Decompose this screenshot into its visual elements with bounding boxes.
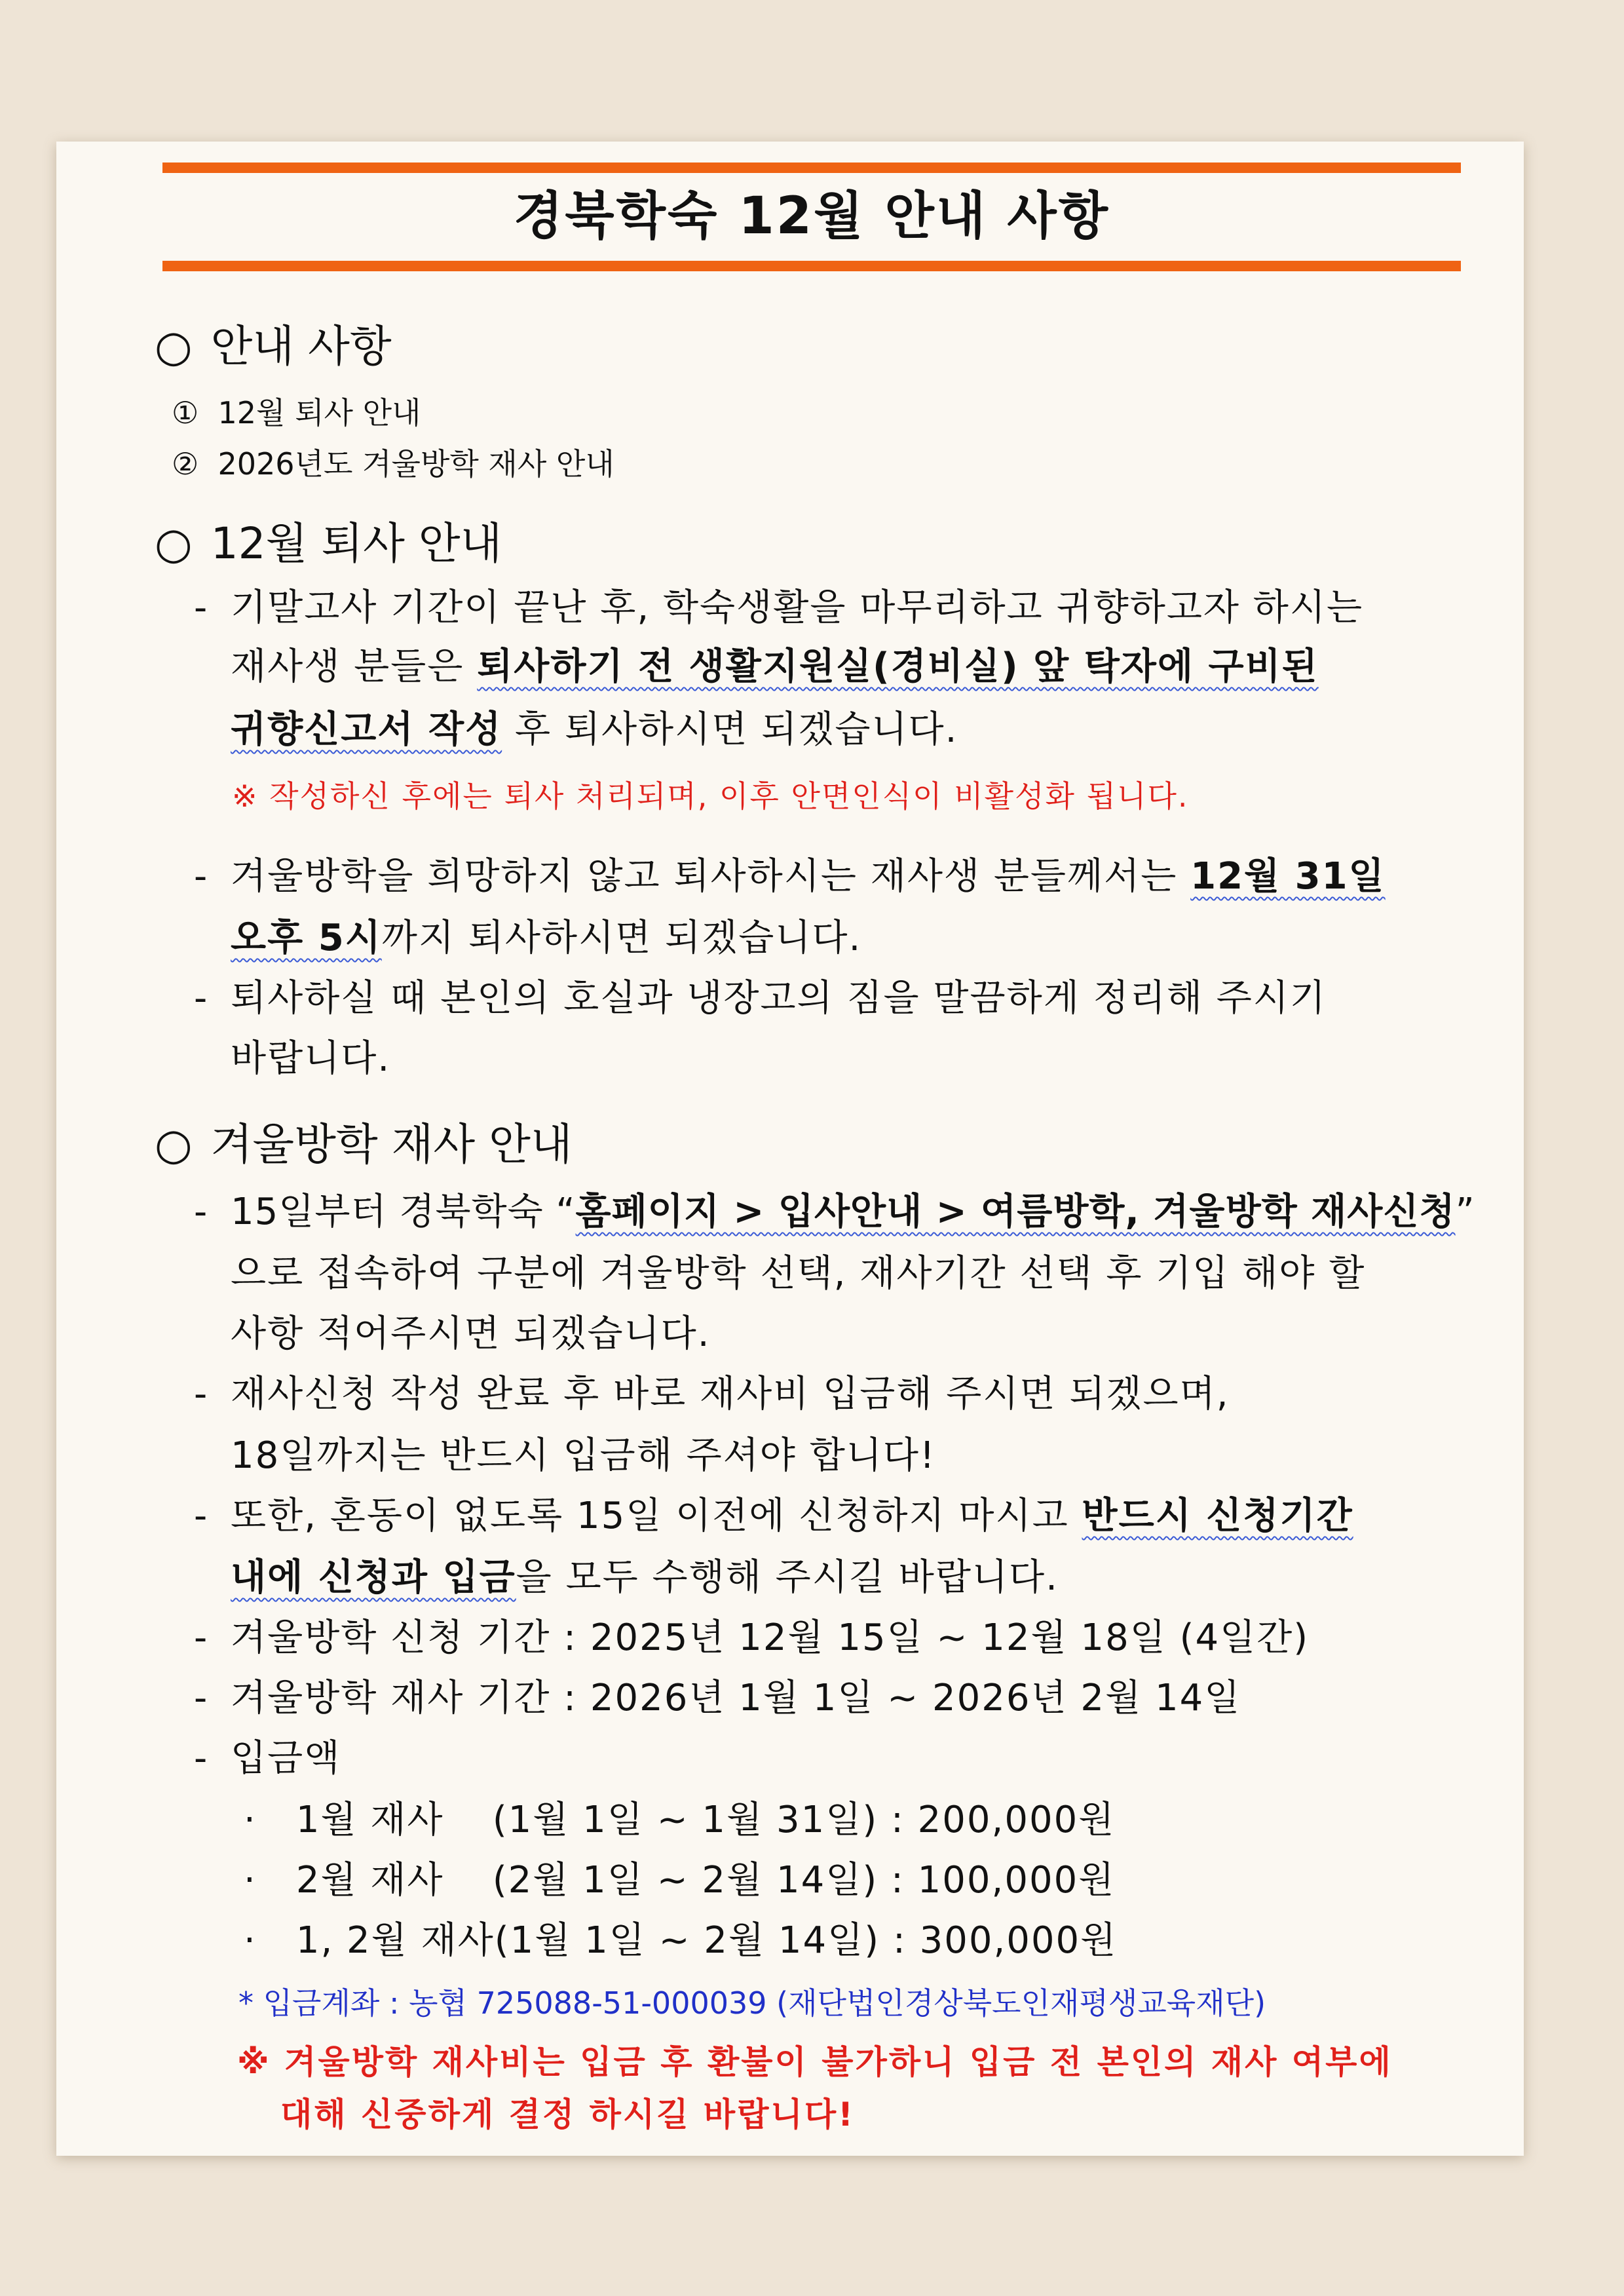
dot-bullet-icon: · <box>244 1919 257 1962</box>
circle-bullet-icon: ○ <box>155 1119 193 1170</box>
checkout-p2-line2: 오후 5시까지 퇴사하시면 되겠습니다. <box>231 917 862 959</box>
toc-item-1: ① 12월 퇴사 안내 <box>172 395 421 430</box>
winter-p3-line2: 내에 신청과 입금을 모두 수행해 주시길 바랍니다. <box>231 1556 1059 1599</box>
homepage-path: 홈페이지 > 입사안내 > 여름방학, 겨울방학 재사신청 <box>575 1191 1456 1233</box>
toc-item-2: ② 2026년도 겨울방학 재사 안내 <box>172 446 614 482</box>
refund-warning-line1: ※ 겨울방학 재사비는 입금 후 환불이 불가하니 입금 전 본인의 재사 여부에 <box>237 2043 1393 2081</box>
checkout-p3-line2: 바랍니다. <box>231 1037 391 1080</box>
apply-period: 겨울방학 신청 기간 : 2025년 12월 15일 ~ 12월 18일 (4일간) <box>231 1617 1310 1659</box>
emphasis-text: 12월 31일 <box>1190 855 1386 898</box>
account-info: * 입금계좌 : 농협 725088-51-000039 (재단법인경상북도인재평생교육재단) <box>238 1985 1266 2021</box>
dot-bullet-icon: · <box>244 1859 257 1902</box>
winter-p2-line1: 재사신청 작성 완료 후 바로 재사비 입금해 주시면 되겠으며, <box>231 1373 1230 1415</box>
fee-row: · 2월 재사 (2월 1일 ~ 2월 14일) : 100,000원 <box>244 1859 1116 1902</box>
dash-bullet: - <box>194 977 208 1020</box>
winter-p2-line2: 18일까지는 반드시 입금해 주셔야 합니다! <box>231 1434 936 1477</box>
dot-bullet-icon: · <box>244 1799 257 1841</box>
emphasis-text: 반드시 신청기간 <box>1082 1495 1353 1537</box>
emphasis-text: 내에 신청과 입금 <box>231 1556 516 1599</box>
checkout-p1-line3: 귀향신고서 작성 후 퇴사하시면 되겠습니다. <box>231 708 958 751</box>
title-bar-bottom <box>162 261 1461 271</box>
circle-bullet-icon: ○ <box>155 321 193 372</box>
circle-bullet-icon: ○ <box>155 518 193 569</box>
fee-label: 입금액 <box>231 1737 341 1780</box>
winter-p1-line3: 사항 적어주시면 되겠습니다. <box>231 1312 711 1355</box>
stay-period: 겨울방학 재사 기간 : 2026년 1월 1일 ~ 2026년 2월 14일 <box>231 1677 1241 1719</box>
emphasis-text: 귀향신고서 작성 <box>231 708 502 751</box>
winter-p1-line1: 15일부터 경북학숙 “홈페이지 > 입사안내 > 여름방학, 겨울방학 재사신청” <box>231 1191 1475 1233</box>
dash-bullet: - <box>194 1373 208 1415</box>
section-heading-overview: ○ 안내 사항 <box>155 317 392 376</box>
section-heading-checkout: ○ 12월 퇴사 안내 <box>155 514 502 573</box>
emphasis-text: 퇴사하기 전 생활지원실(경비실) 앞 탁자에 구비된 <box>477 645 1319 688</box>
title-bar-top <box>162 163 1461 173</box>
checkout-note: ※ 작성하신 후에는 퇴사 처리되며, 이후 안면인식이 비활성화 됩니다. <box>232 778 1189 814</box>
winter-p3-line1: 또한, 혼동이 없도록 15일 이전에 신청하지 마시고 반드시 신청기간 <box>231 1495 1353 1537</box>
section-heading-winter: ○ 겨울방학 재사 안내 <box>155 1115 573 1174</box>
fee-row: · 1, 2월 재사(1월 1일 ~ 2월 14일) : 300,000원 <box>244 1919 1118 1962</box>
dash-bullet: - <box>194 586 208 629</box>
checkout-p1-line1: 기말고사 기간이 끝난 후, 학숙생활을 마무리하고 귀향하고자 하시는 <box>231 586 1364 629</box>
dash-bullet: - <box>194 855 208 898</box>
page-title: 경북학숙 12월 안내 사항 <box>513 187 1110 246</box>
fee-row: · 1월 재사 (1월 1일 ~ 1월 31일) : 200,000원 <box>244 1799 1116 1841</box>
checkout-p2-line1: 겨울방학을 희망하지 않고 퇴사하시는 재사생 분들께서는 12월 31일 <box>231 855 1386 898</box>
dash-bullet: - <box>194 1495 208 1537</box>
checkout-p3-line1: 퇴사하실 때 본인의 호실과 냉장고의 짐을 말끔하게 정리해 주시기 <box>231 977 1327 1020</box>
dash-bullet: - <box>194 1677 208 1719</box>
dash-bullet: - <box>194 1737 208 1780</box>
dash-bullet: - <box>194 1617 208 1659</box>
emphasis-text: 오후 5시 <box>231 917 382 959</box>
winter-p1-line2: 으로 접속하여 구분에 겨울방학 선택, 재사기간 선택 후 기입 해야 할 <box>231 1252 1366 1295</box>
dash-bullet: - <box>194 1191 208 1233</box>
checkout-p1-line2: 재사생 분들은 퇴사하기 전 생활지원실(경비실) 앞 탁자에 구비된 <box>231 645 1319 688</box>
refund-warning-line2: 대해 신중하게 결정 하시길 바랍니다! <box>280 2095 855 2133</box>
